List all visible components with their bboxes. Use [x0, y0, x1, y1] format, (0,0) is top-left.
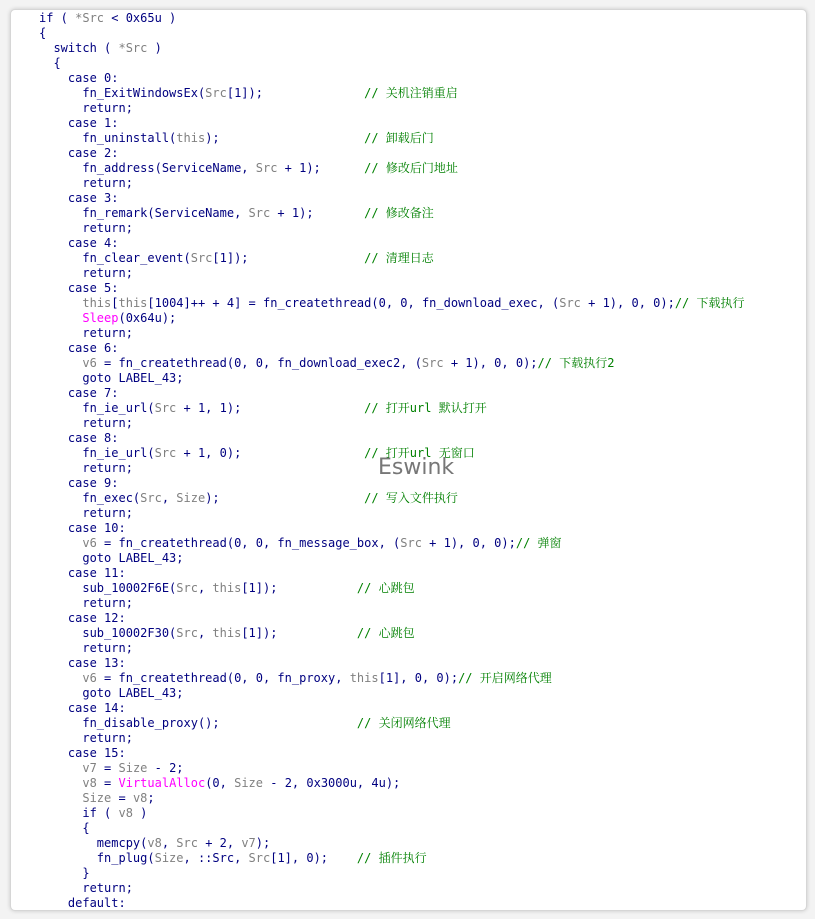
- code-viewer-panel: [10, 9, 807, 911]
- code-token: Src: [248, 851, 271, 865]
- code-token: *Src: [75, 11, 105, 25]
- watermark: Eswink: [378, 455, 455, 480]
- code-line: [39, 266, 745, 281]
- code-line: [39, 26, 745, 41]
- code-token: switch (: [39, 41, 119, 55]
- code-token: ): [132, 806, 148, 820]
- code-comment: // 清理日志: [248, 251, 434, 265]
- code-token: Size: [176, 491, 206, 505]
- code-line: [39, 776, 745, 791]
- code-line: [39, 866, 745, 881]
- code-comment: // 修改后门地址: [320, 161, 458, 175]
- code-line: [39, 551, 745, 566]
- code-token: return;: [39, 221, 133, 235]
- code-token: );: [205, 491, 220, 505]
- code-line: [39, 206, 745, 221]
- code-token: Src: [176, 581, 198, 595]
- code-token: [1], 0, 0);: [378, 671, 459, 685]
- code-token: case 5:: [39, 281, 119, 295]
- code-token: , ::Src,: [183, 851, 249, 865]
- code-token: fn_ExitWindowsEx(: [39, 86, 206, 100]
- code-comment: // 心跳包: [277, 581, 415, 595]
- code-token: Sleep: [82, 311, 119, 325]
- code-comment: // 打开url 默认打开: [241, 401, 487, 415]
- code-line: [39, 881, 745, 896]
- code-line: [39, 401, 745, 416]
- code-line: [39, 161, 745, 176]
- code-line: [39, 191, 745, 206]
- code-line: [39, 326, 745, 341]
- code-token: (0x64u);: [118, 311, 177, 325]
- code-line: [39, 626, 745, 641]
- code-token: + 1);: [277, 161, 321, 175]
- code-line: [39, 716, 745, 731]
- code-token: fn_exec(: [39, 491, 141, 505]
- code-token: goto LABEL_43;: [39, 551, 184, 565]
- code-comment: // 修改备注: [313, 206, 434, 220]
- code-token: [39, 536, 82, 550]
- code-line: [39, 761, 745, 776]
- code-token: Src: [176, 836, 198, 850]
- code-token: [39, 776, 82, 790]
- code-token: goto LABEL_43;: [39, 686, 184, 700]
- code-line: [39, 41, 745, 56]
- code-line: [39, 11, 745, 26]
- code-token: fn_remark(ServiceName,: [39, 206, 249, 220]
- code-token: return;: [39, 176, 133, 190]
- code-token: return;: [39, 416, 133, 430]
- code-line: [39, 146, 745, 161]
- code-token: < 0x65u ): [104, 11, 177, 25]
- code-token: return;: [39, 461, 133, 475]
- code-line: [39, 521, 745, 536]
- code-token: case 9:: [39, 476, 119, 490]
- code-comment: // 打开url 无窗口: [241, 446, 475, 460]
- code-token: return;: [39, 506, 133, 520]
- code-line: [39, 86, 745, 101]
- code-line: [39, 641, 745, 656]
- code-line: [39, 731, 745, 746]
- code-token: [39, 311, 82, 325]
- code-line: [39, 836, 745, 851]
- code-comment: // 卸载后门: [219, 131, 434, 145]
- code-token: - 2, 0x3000u, 4u);: [263, 776, 401, 790]
- code-token: [39, 791, 82, 805]
- code-token: fn_ie_url(: [39, 446, 155, 460]
- code-line: [39, 506, 745, 521]
- code-token: case 14:: [39, 701, 126, 715]
- code-token: v8: [82, 776, 97, 790]
- code-token: Size: [234, 776, 264, 790]
- code-line: [39, 131, 745, 146]
- code-token: }: [39, 866, 90, 880]
- code-token: fn_address(ServiceName,: [39, 161, 256, 175]
- code-line: [39, 56, 745, 71]
- code-token: case 2:: [39, 146, 119, 160]
- code-token: return;: [39, 101, 133, 115]
- code-token: Size: [118, 761, 148, 775]
- code-token: [39, 356, 82, 370]
- code-line: [39, 371, 745, 386]
- code-token: ,: [197, 626, 213, 640]
- code-token: ,: [161, 836, 177, 850]
- code-token: v8: [118, 806, 133, 820]
- code-token: this: [176, 131, 206, 145]
- code-token: + 1), 0, 0);: [421, 536, 516, 550]
- code-token: v6: [82, 536, 97, 550]
- code-token: [39, 296, 82, 310]
- code-line: [39, 71, 745, 86]
- code-token: + 2,: [197, 836, 242, 850]
- code-token: case 7:: [39, 386, 119, 400]
- code-token: *Src: [118, 41, 148, 55]
- code-line: [39, 566, 745, 581]
- code-token: this: [212, 581, 242, 595]
- code-token: Size: [154, 851, 184, 865]
- code-token: = fn_createthread(0, 0, fn_message_box, (: [96, 536, 401, 550]
- code-token: Src: [190, 251, 213, 265]
- code-comment: // 关机注销重启: [262, 86, 458, 100]
- code-token: case 10:: [39, 521, 126, 535]
- code-line: [39, 101, 745, 116]
- code-line: [39, 386, 745, 401]
- code-token: case 15:: [39, 746, 126, 760]
- code-line: [39, 791, 745, 806]
- code-comment: // 开启网络代理: [458, 671, 552, 685]
- code-line: [39, 491, 745, 506]
- code-line: [39, 221, 745, 236]
- code-token: case 6:: [39, 341, 119, 355]
- code-token: = fn_createthread(0, 0, fn_proxy,: [96, 671, 350, 685]
- code-comment: // 写入文件执行: [219, 491, 458, 505]
- code-token: Src: [400, 536, 422, 550]
- code-comment: // 插件执行: [328, 851, 427, 865]
- code-token: {: [39, 56, 61, 70]
- code-token: [39, 671, 82, 685]
- code-token: Size: [82, 791, 112, 805]
- code-line: [39, 851, 745, 866]
- code-token: Src: [176, 626, 198, 640]
- code-token: v6: [82, 671, 97, 685]
- code-token: fn_ie_url(: [39, 401, 155, 415]
- code-token: fn_uninstall(: [39, 131, 177, 145]
- code-line: [39, 281, 745, 296]
- code-line: [39, 311, 745, 326]
- code-line: [39, 611, 745, 626]
- code-comment: // 心跳包: [277, 626, 415, 640]
- code-line: [39, 701, 745, 716]
- code-token: ): [147, 41, 162, 55]
- code-token: this: [349, 671, 379, 685]
- code-token: case 8:: [39, 431, 119, 445]
- code-token: [1]);: [226, 86, 263, 100]
- code-token: [1], 0);: [270, 851, 329, 865]
- code-comment: // 弹窗: [515, 536, 562, 550]
- code-line: [39, 581, 745, 596]
- code-token: this: [212, 626, 242, 640]
- code-token: ,: [197, 581, 213, 595]
- code-token: return;: [39, 641, 133, 655]
- code-line: [39, 746, 745, 761]
- code-token: Src: [559, 296, 581, 310]
- code-line: [39, 536, 745, 551]
- code-token: return;: [39, 326, 133, 340]
- code-token: + 1, 1);: [176, 401, 242, 415]
- code-token: memcpy(: [39, 836, 148, 850]
- code-token: this: [118, 296, 148, 310]
- code-token: = fn_createthread(0, 0, fn_download_exec2, (: [96, 356, 422, 370]
- code-line: [39, 686, 745, 701]
- code-token: );: [255, 836, 271, 850]
- code-token: =: [111, 791, 133, 805]
- code-token: ,: [161, 491, 177, 505]
- code-token: =: [96, 776, 119, 790]
- code-token: v7: [241, 836, 256, 850]
- code-token: {: [39, 821, 90, 835]
- code-token: case 4:: [39, 236, 119, 250]
- code-line: [39, 656, 745, 671]
- code-token: return;: [39, 596, 133, 610]
- code-comment: // 关闭网络代理: [219, 716, 451, 730]
- code-token: - 2;: [147, 761, 184, 775]
- code-token: + 1, 0);: [176, 446, 242, 460]
- code-token: ;: [147, 791, 155, 805]
- code-line: [39, 236, 745, 251]
- code-token: v7: [82, 761, 97, 775]
- code-token: case 0:: [39, 71, 119, 85]
- code-token: sub_10002F30(: [39, 626, 177, 640]
- code-token: if (: [39, 806, 119, 820]
- code-token: fn_clear_event(: [39, 251, 191, 265]
- code-token: v6: [82, 356, 97, 370]
- code-line: [39, 896, 745, 911]
- code-token: [39, 761, 82, 775]
- code-token: case 11:: [39, 566, 126, 580]
- code-token: [1]);: [241, 626, 278, 640]
- code-token: Src: [421, 356, 444, 370]
- code-token: case 13:: [39, 656, 126, 670]
- code-token: default:: [39, 896, 126, 910]
- code-token: Src: [205, 86, 227, 100]
- code-token: v8: [147, 836, 162, 850]
- code-token: Src: [154, 401, 177, 415]
- code-token: [: [111, 296, 119, 310]
- code-line: [39, 416, 745, 431]
- code-token: return;: [39, 881, 133, 895]
- code-token: {: [39, 26, 47, 40]
- code-token: v8: [132, 791, 148, 805]
- code-token: [1]);: [241, 581, 278, 595]
- code-token: Src: [248, 206, 271, 220]
- code-line: [39, 176, 745, 191]
- code-line: [39, 596, 745, 611]
- code-line: [39, 671, 745, 686]
- code-token: return;: [39, 266, 133, 280]
- code-line: [39, 431, 745, 446]
- code-token: Src: [255, 161, 278, 175]
- code-token: );: [205, 131, 220, 145]
- code-token: this: [82, 296, 112, 310]
- code-line: [39, 116, 745, 131]
- code-line: [39, 296, 745, 311]
- code-token: fn_disable_proxy();: [39, 716, 220, 730]
- code-token: =: [96, 761, 119, 775]
- code-token: goto LABEL_43;: [39, 371, 184, 385]
- code-comment: // 下载执行2: [537, 356, 615, 370]
- code-token: + 1);: [270, 206, 314, 220]
- code-token: case 12:: [39, 611, 126, 625]
- code-line: [39, 806, 745, 821]
- code-token: + 1), 0, 0);: [443, 356, 538, 370]
- code-token: fn_plug(: [39, 851, 155, 865]
- code-token: [1]);: [212, 251, 249, 265]
- code-token: Src: [140, 491, 162, 505]
- code-token: sub_10002F6E(: [39, 581, 177, 595]
- code-token: + 1), 0, 0);: [580, 296, 675, 310]
- code-line: [39, 251, 745, 266]
- code-line: [39, 821, 745, 836]
- code-token: Src: [154, 446, 177, 460]
- code-token: if (: [39, 11, 76, 25]
- code-token: return;: [39, 731, 133, 745]
- code-token: VirtualAlloc: [118, 776, 206, 790]
- code-token: case 3:: [39, 191, 119, 205]
- code-line: [39, 356, 745, 371]
- code-comment: // 下载执行: [674, 296, 745, 310]
- code-token: case 1:: [39, 116, 119, 130]
- code-token: (0,: [205, 776, 235, 790]
- code-line: [39, 341, 745, 356]
- code-token: [1004]++ + 4] = fn_createthread(0, 0, fn_download_exec, (: [147, 296, 560, 310]
